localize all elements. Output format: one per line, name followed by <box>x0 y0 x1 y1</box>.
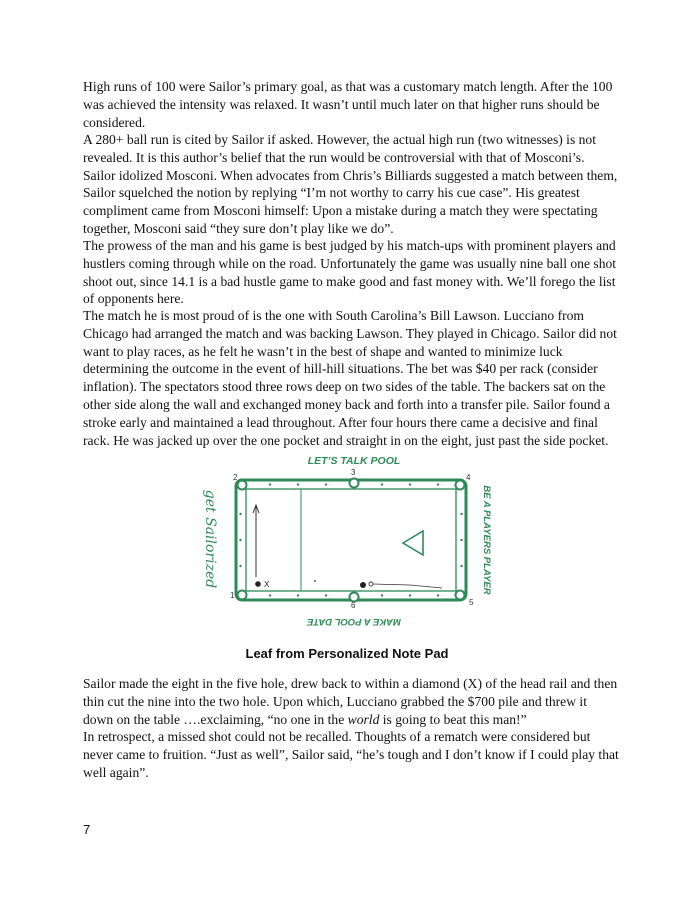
notepad-top-text: LET’S TALK POOL <box>307 455 401 467</box>
paragraph-text: High runs of 100 were Sailor’s primary goal, as that was a customary match length. After the 100 was achieved the intensity was relaxed. It wasn’t until much later on that higher runs should be considered. <box>83 79 613 130</box>
paragraph-text: The match he is most proud of is the one with South Carolina’s Bill Lawson. Lucciano from Chicago had arranged the match and was backing Lawson. They played in Chicago. Sailor did not want to play races, as he felt he wasn’t in the best of shape and wanted to minimize luck determining the outcome in the event of hill-hill situations. The bet was $40 per rack (consider inflation). The spectators stood three rows deep on two sides of the table. The backers sat on the other side along the wall and exchanged money back and forth into a transfer pile. Sailor found a stroke early and maintained a lead throughout. After four hours there came a decisive and final rack. He was jacked up over the one pocket and straight in on the eight, just past the side pocket. <box>83 308 617 448</box>
nine-ball <box>255 581 261 587</box>
pocket-5 <box>456 591 465 600</box>
eight-ball <box>360 582 366 588</box>
pool-table-diagram <box>170 447 530 637</box>
position-mark-x: X <box>264 580 270 589</box>
notepad-side-text: BE A PLAYERS PLAYER <box>481 485 492 595</box>
pocket-number-5: 5 <box>469 598 474 607</box>
paragraph-lawson-match <box>83 307 619 449</box>
emphasis-word: world <box>347 711 380 727</box>
paragraph-text: The prowess of the man and his game is best judged by his match-ups with prominent players and hustlers coming through while on the road. Unfortunately the game was usually nine ball one shot shoot out, since 14.1 is a bad hustle game to make good and fast money with. We’ll forego the list of opponents here. <box>83 238 617 307</box>
pocket-number-6: 6 <box>351 601 356 610</box>
notepad-figure <box>170 447 530 637</box>
paragraph-prowess <box>83 237 619 308</box>
paragraph-text-start: Sailor made the eight in the five hole, drew back to within a diamond (X) of the head rail and then thin cut the nine into the two hole. Upon which, Lucciano grabbed the $700 pile and threw it down on the table ….exclaiming, “no one in the <box>83 676 618 727</box>
paragraph-eight-nine <box>83 675 619 728</box>
cue-stick-line <box>373 584 442 588</box>
pocket-4 <box>456 481 465 490</box>
pocket-number-1: 1 <box>230 591 235 600</box>
pocket-1 <box>238 591 247 600</box>
pocket-number-4: 4 <box>466 473 471 482</box>
rail-diamonds <box>239 483 462 596</box>
cue-ball <box>369 582 373 586</box>
paragraph-text <box>83 675 619 728</box>
figure-caption: Leaf from Personalized Note Pad <box>245 646 449 661</box>
page-number: 7 <box>83 822 91 837</box>
paragraph-text: In retrospect, a missed shot could not be recalled. Thoughts of a rematch were considered but never came to fruition. “Just as well”, Sailor said, “he’s tough and I don’t know if I could play that well again”. <box>83 729 619 780</box>
notepad-signature: get Sailorized <box>202 489 218 589</box>
paragraph-280-run <box>83 131 619 238</box>
rack-triangle <box>403 531 423 555</box>
table-cushion <box>246 489 456 591</box>
paragraph-text-end: is going to beat this man!” <box>379 711 527 727</box>
paragraph-retrospect <box>83 728 619 781</box>
paragraph-high-runs <box>83 78 619 131</box>
spot-dot <box>314 580 316 582</box>
notepad-bottom-text: MAKE A POOL DATE <box>307 616 401 627</box>
paragraph-text: A 280+ ball run is cited by Sailor if asked. However, the actual high run (two witnesses) is not revealed. It is this author’s belief that the run would be controversial with that of Mosconi’s. Sailor idolized Mosconi. When advocates from Chris’s Billiards suggested a match between them, Sailor squelched the notion by replying “I’m not worthy to carry his cue case”. His greatest compliment came from Mosconi himself: Upon a mistake during a match they were spectating together, Mosconi said “they sure don’t play like we do”. <box>83 132 618 236</box>
pocket-3 <box>350 479 359 488</box>
pocket-2 <box>238 481 247 490</box>
pocket-number-2: 2 <box>233 473 238 482</box>
pocket-number-3: 3 <box>351 468 356 477</box>
table-outer-rail <box>236 480 466 600</box>
